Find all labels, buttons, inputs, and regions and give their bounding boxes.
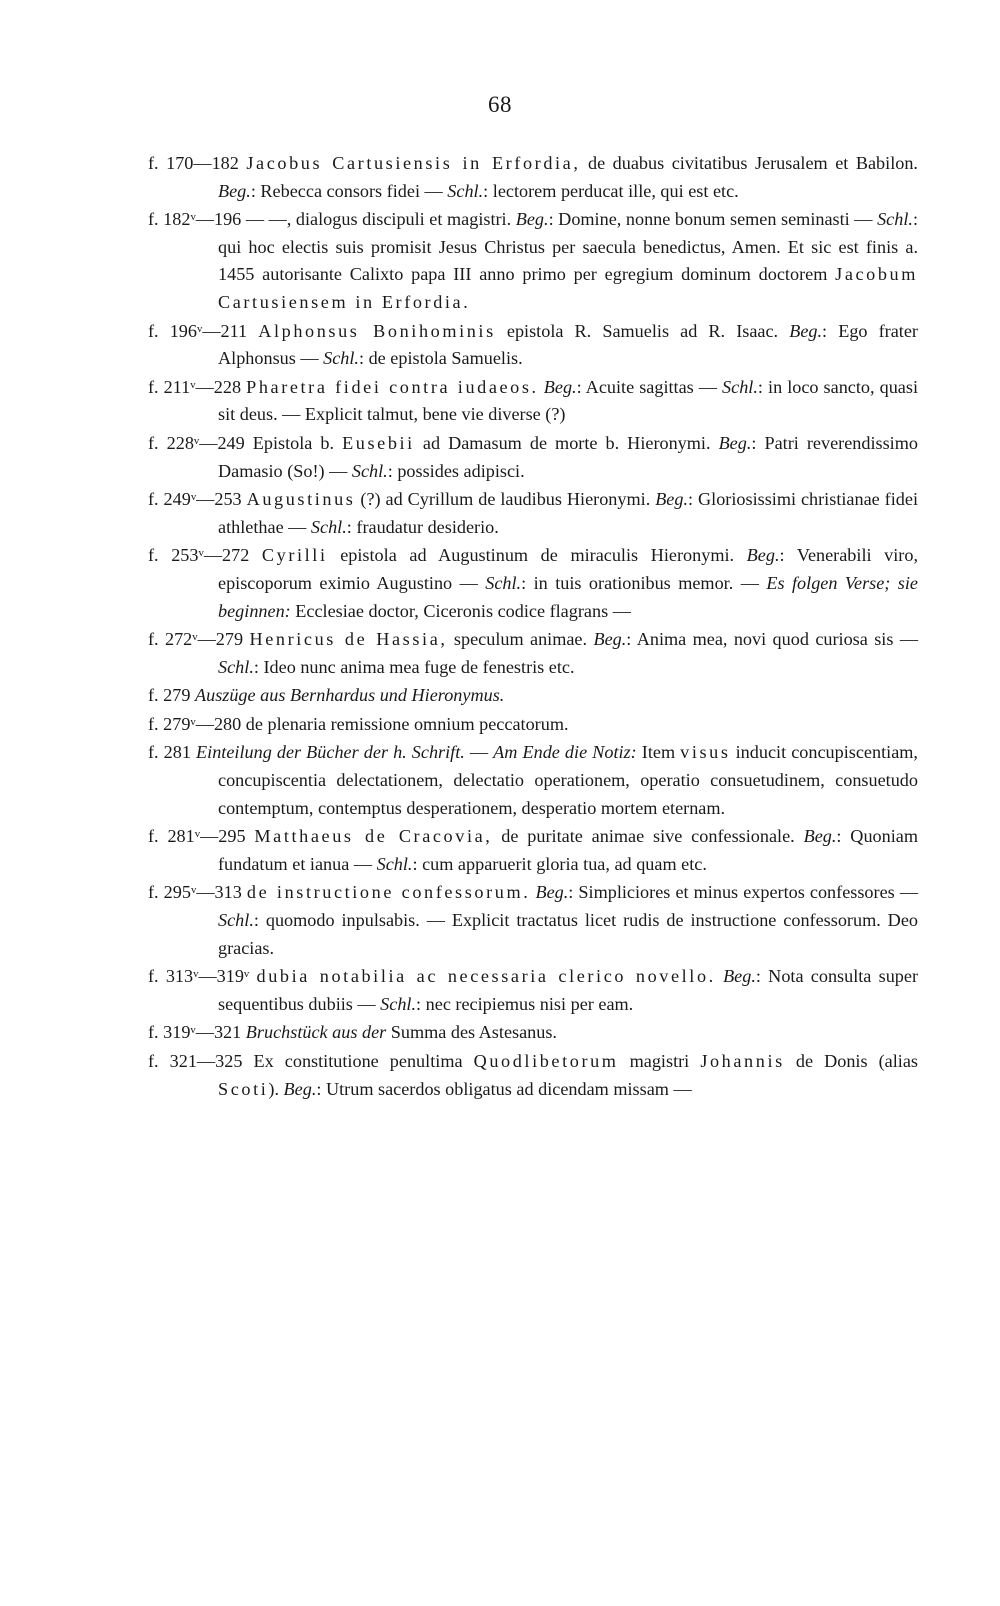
- entry-text: [148, 206, 918, 316]
- italic-text: Schl.: [877, 209, 913, 230]
- spaced-text: de instructione confessorum.: [246, 882, 531, 903]
- spaced-text: Matthaeus de Cracovia,: [254, 826, 493, 847]
- entry-text: [148, 150, 918, 205]
- catalog-entry: [148, 682, 918, 710]
- text-run: : Gloriosissimi christianae fidei athlethae —: [218, 489, 918, 537]
- italic-text: Schl.: [218, 656, 254, 677]
- entry-text: [148, 542, 919, 625]
- text-run: ).: [268, 1078, 284, 1099]
- catalog-entry: [148, 374, 918, 429]
- text-run: : Ego frater Alphonsus —: [218, 320, 918, 369]
- catalog-entry: [148, 711, 918, 739]
- spaced-text: Quodlibetorum: [473, 1051, 619, 1071]
- italic-text: Beg.: [655, 489, 689, 510]
- entry-text: [148, 486, 918, 541]
- spaced-text: Johannis: [700, 1051, 785, 1071]
- italic-text: Am Ende die Notiz:: [493, 742, 637, 763]
- text-run: : Domine, nonne bonum semen seminasti —: [548, 209, 878, 230]
- text-run: : Venerabili viro, episcoporum eximio Augustino —: [218, 545, 919, 593]
- text-run: : Patri reverendissimo Damasio (So!) —: [218, 432, 918, 481]
- text-run: Item: [636, 742, 681, 763]
- text-run: f. 182ᵛ—196 — —, dialogus discipuli et magistri.: [148, 209, 516, 230]
- catalog-entry: [148, 542, 918, 625]
- catalog-entry: [148, 206, 918, 316]
- text-run: [716, 966, 723, 986]
- text-run: epistola ad Augustinum de miraculis Hieronymi.: [327, 545, 747, 566]
- text-run: f. 272ᵛ—279: [148, 629, 250, 650]
- entry-text: [148, 823, 918, 878]
- text-run: —: [464, 742, 494, 763]
- italic-text: Schl.: [380, 993, 417, 1014]
- text-run: : nec recipiemus nisi per eam.: [416, 993, 634, 1014]
- catalog-entry: [148, 430, 918, 485]
- text-run: (?) ad Cyrillum de laudibus Hieronymi.: [355, 489, 656, 510]
- text-run: : Quoniam fundatum et ianua —: [218, 826, 918, 874]
- spaced-text: dubia notabilia ac necessaria clerico novello.: [256, 966, 716, 987]
- spaced-text: Cyrilli: [261, 545, 328, 566]
- italic-text: Schl.: [310, 516, 347, 537]
- italic-text: Beg.: [535, 882, 569, 903]
- italic-text: Schl.: [376, 853, 413, 874]
- spaced-text: Scoti: [218, 1078, 269, 1099]
- catalog-entry: [148, 1048, 918, 1103]
- text-run: : possides adipisci.: [387, 460, 525, 481]
- text-run: : Anima mea, novi quod curiosa sis —: [626, 629, 919, 650]
- spaced-text: Alphonsus Bonihominis: [258, 320, 496, 341]
- italic-text: Auszüge aus Bernhardus und Hieronymus.: [194, 685, 505, 706]
- spaced-text: Eusebii: [342, 432, 415, 453]
- entry-text: [148, 963, 919, 1018]
- spaced-text: Jacobum Cartusiensem in Erfordia.: [218, 264, 918, 312]
- catalog-entry: [148, 150, 918, 205]
- italic-text: Beg.: [723, 966, 756, 987]
- entry-text: [148, 739, 918, 822]
- text-run: f. 170—182: [148, 153, 247, 173]
- italic-text: Schl.: [323, 348, 359, 369]
- italic-text: Beg.: [718, 432, 752, 453]
- entry-text: [148, 711, 918, 739]
- italic-text: Bruchstück aus der: [245, 1022, 387, 1043]
- catalog-entry: [148, 318, 918, 373]
- text-run: : fraudatur desiderio.: [346, 516, 499, 537]
- italic-text: Es folgen Verse; sie beginnen:: [218, 572, 919, 621]
- text-run: : Utrum sacerdos obligatus ad dicendam missam —: [316, 1078, 692, 1099]
- text-run: : Acuite sagittas —: [576, 376, 723, 397]
- catalog-entry: [148, 823, 918, 878]
- catalog-entries: [148, 150, 918, 1104]
- text-run: de duabus civitatibus Jerusalem et Babilon.: [580, 153, 918, 173]
- italic-text: Beg.: [283, 1078, 317, 1099]
- italic-text: Schl.: [485, 572, 522, 593]
- text-run: : qui hoc electis suis promisit Jesus Christus per saecula benedictus, Amen. Et sic est finis a. 1455 autorisante Calixto papa III anno primo per egregium dominum doctorem: [218, 209, 918, 285]
- text-run: de Donis (alias: [784, 1051, 919, 1071]
- text-run: f. 313ᵛ—319ᵛ: [148, 966, 257, 987]
- spaced-text: Jacobus Cartusiensis in Erfordia,: [246, 153, 581, 173]
- text-run: : Nota consulta super sequentibus dubiis —: [218, 966, 919, 1014]
- entry-text: [148, 879, 919, 962]
- italic-text: Beg.: [515, 209, 549, 230]
- italic-text: Beg.: [789, 320, 823, 341]
- text-run: : de epistola Samuelis.: [358, 348, 523, 369]
- text-run: f. 319ᵛ—321: [148, 1022, 246, 1043]
- entry-text: [148, 1048, 919, 1103]
- italic-text: Beg.: [543, 376, 577, 397]
- spaced-text: Pharetra fidei contra iudaeos.: [246, 376, 539, 397]
- text-run: : Rebecca consors fidei —: [250, 180, 448, 201]
- text-run: f. 228ᵛ—249 Epistola b.: [148, 432, 343, 453]
- italic-text: Einteilung der Bücher der h. Schrift.: [196, 742, 465, 763]
- catalog-entry: [148, 626, 918, 681]
- entry-text: [148, 430, 918, 485]
- text-run: : cum apparuerit gloria tua, ad quam etc.: [412, 853, 707, 874]
- entry-text: [148, 1019, 918, 1047]
- text-run: f. 253ᵛ—272: [148, 545, 262, 566]
- entry-text: [148, 318, 918, 373]
- text-run: f. 249ᵛ—253: [148, 489, 247, 510]
- text-run: f. 281: [148, 742, 197, 763]
- italic-text: Schl.: [351, 460, 388, 481]
- text-run: : Simpliciores et minus expertos confessores —: [568, 882, 919, 903]
- text-run: : in loco sancto, quasi sit deus. — Explicit talmut, bene vie diverse (?): [218, 376, 919, 425]
- text-run: f. 321—325 Ex constitutione penultima: [148, 1051, 474, 1071]
- text-run: f. 279ᵛ—280 de plenaria remissione omnium peccatorum.: [148, 713, 569, 734]
- entry-text: [148, 374, 919, 429]
- text-run: Ecclesiae doctor, Ciceronis codice flagrans —: [290, 600, 631, 621]
- spaced-text: Henricus de Hassia,: [249, 629, 448, 650]
- text-run: f. 211ᵛ—228: [148, 376, 247, 397]
- text-run: f. 281ᵛ—295: [148, 826, 255, 847]
- italic-text: Beg.: [746, 545, 780, 566]
- catalog-entry: [148, 486, 918, 541]
- italic-text: Beg.: [218, 180, 251, 201]
- catalog-entry: [148, 1019, 918, 1047]
- catalog-entry: [148, 739, 918, 822]
- text-run: de puritate animae sive confessionale.: [492, 826, 804, 847]
- text-run: : lectorem perducat ille, qui est etc.: [483, 180, 739, 201]
- spaced-text: visus: [680, 742, 731, 763]
- entry-text: [148, 626, 919, 681]
- text-run: : in tuis orationibus memor. —: [521, 572, 767, 593]
- text-run: : Ideo nunc anima mea fuge de fenestris etc.: [253, 656, 575, 677]
- text-run: f. 279: [148, 685, 195, 706]
- text-run: f. 295ᵛ—313: [148, 882, 247, 903]
- entry-text: [148, 682, 918, 710]
- italic-text: Schl.: [447, 180, 484, 201]
- italic-text: Schl.: [722, 376, 758, 397]
- text-run: inducit concupiscentiam, concupiscentia delectationem, delectatio operationem, operatio consuetudinem, consuetudo contemptum, contemptus desperationem, desperatio mortem eternam.: [218, 742, 918, 818]
- text-run: f. 196ᵛ—211: [148, 320, 259, 341]
- text-run: magistri: [618, 1051, 701, 1071]
- italic-text: Beg.: [803, 826, 837, 847]
- text-run: epistola R. Samuelis ad R. Isaac.: [495, 320, 790, 341]
- italic-text: Schl.: [218, 910, 254, 931]
- spaced-text: Augustinus: [246, 489, 356, 510]
- text-run: ad Damasum de morte b. Hieronymi.: [414, 432, 719, 453]
- text-run: speculum animae.: [447, 629, 594, 650]
- italic-text: Beg.: [593, 629, 627, 650]
- text-run: Summa des Astesanus.: [386, 1022, 557, 1043]
- page-number: 68: [488, 92, 512, 117]
- catalog-entry: [148, 963, 918, 1018]
- catalog-entry: [148, 879, 918, 962]
- text-run: : quomodo inpulsabis. — Explicit tractatus licet rudis de instructione confessorum. Deo gracias.: [218, 910, 918, 958]
